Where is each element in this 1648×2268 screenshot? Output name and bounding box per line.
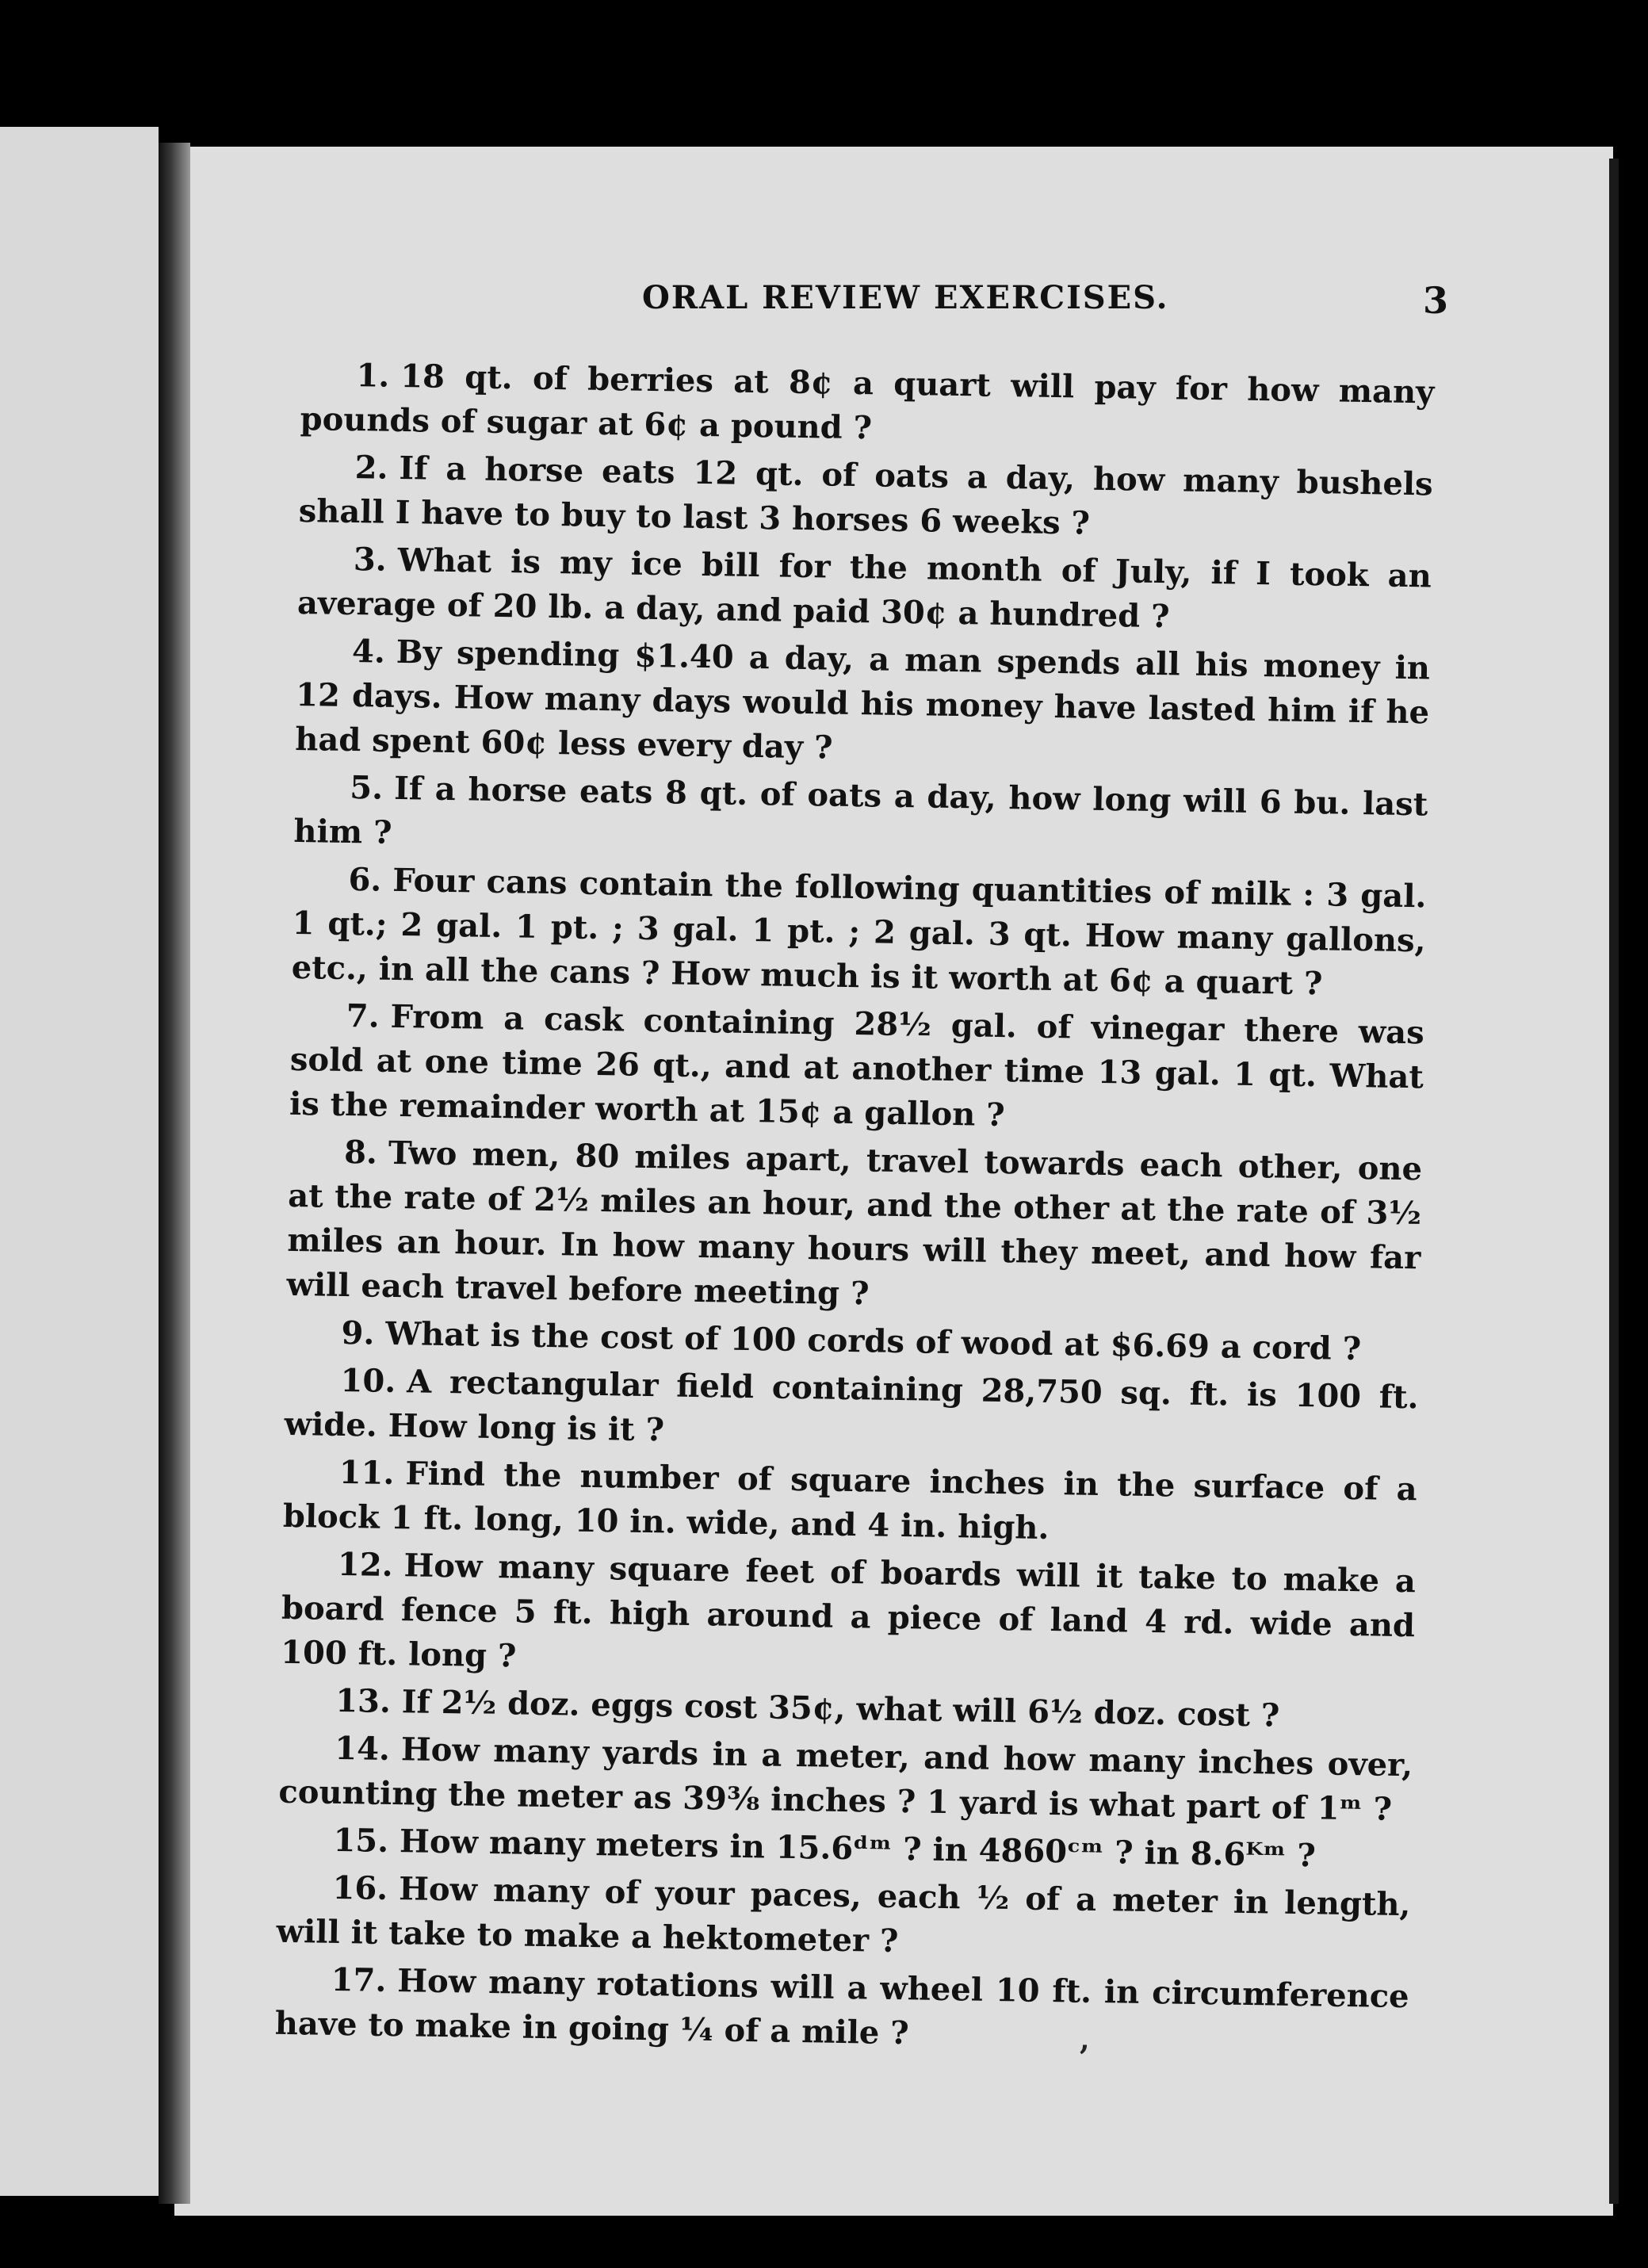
problem-14 (278, 1726, 1413, 1832)
problem-text: How many meters in 15.6ᵈᵐ ? in 4860ᶜᵐ ? in 8.6ᴷᵐ ? (399, 1822, 1317, 1875)
problem-text: How many yards in a meter, and how many inches over, counting the meter as 39⅜ inches ? 1 yard is what part of 1ᵐ ? (278, 1731, 1413, 1828)
problem-text: 18 qt. of berries at 8¢ a quart will pay for how many pounds of sugar at 6¢ a pound ? (300, 357, 1435, 447)
problem-text: What is the cost of 100 cords of wood at $6.69 a cord ? (384, 1314, 1362, 1368)
problem-5 (293, 765, 1428, 871)
ink-speck: , (1080, 2023, 1090, 2056)
problem-4 (295, 629, 1430, 779)
problem-number: 4. (351, 633, 386, 671)
problem-1 (300, 353, 1435, 459)
problem-10 (284, 1358, 1419, 1464)
problem-number: 7. (346, 996, 380, 1035)
problem-2 (298, 445, 1433, 551)
problem-text: Four cans contain the following quantities of milk : 3 gal. 1 qt.; 2 gal. 1 pt. ; 3 gal. 1 pt. ; 2 gal. 3 qt. How many gallons, etc., in all the cans ? How much is it worth at 6¢ a quart ? (291, 861, 1427, 1003)
problem-number: 5. (350, 769, 384, 807)
problem-text: A rectangular field containing 28,750 sq. ft. is 100 ft. wide. How long is it ? (284, 1363, 1419, 1449)
page-number: 3 (1423, 279, 1449, 322)
problem-6 (291, 857, 1426, 1008)
book-binding-gutter (159, 143, 190, 2204)
problem-number: 2. (354, 449, 388, 487)
problem-text: By spending $1.40 a day, a man spends all his money in 12 days. How many days would his money have lasted him if he had spent 60¢ less every day ? (294, 633, 1431, 767)
problem-text: What is my ice bill for the month of July, if I took an average of 20 lb. a day, and paid 30¢ a hundred ? (296, 541, 1432, 636)
problem-3 (297, 537, 1432, 643)
problem-number: 1. (356, 357, 390, 395)
problem-text: From a cask containing 28½ gal. of vinegar there was sold at one time 26 qt., and at another time 13 gal. 1 qt. What is the remainder worth at 15¢ a gallon ? (289, 997, 1425, 1134)
problem-text: If a horse eats 12 qt. of oats a day, how many bushels shall I have to buy to last 3 horses 6 weeks ? (298, 449, 1433, 542)
problem-number: 3. (353, 541, 388, 579)
problem-number: 9. (341, 1314, 375, 1352)
facing-page-edge (0, 127, 159, 2196)
exercise-list (274, 353, 1434, 2067)
problem-text: How many of your paces, each ½ of a meter in length, will it take to make a hektometer ? (276, 1870, 1411, 1960)
problem-17 (274, 1957, 1409, 2063)
problem-number: 16. (332, 1868, 388, 1907)
problem-8 (286, 1130, 1422, 1325)
problem-number: 10. (340, 1361, 396, 1401)
problem-number: 15. (333, 1821, 389, 1860)
problem-number: 11. (338, 1453, 395, 1493)
problem-16 (276, 1865, 1411, 1972)
running-head: ORAL REVIEW EXERCISES. (642, 279, 1169, 316)
problem-number: 17. (331, 1960, 387, 1999)
problem-number: 12. (337, 1545, 393, 1585)
problem-text: If a horse eats 8 qt. of oats a day, how long will 6 bu. last him ? (293, 769, 1428, 851)
problem-number: 13. (335, 1681, 392, 1720)
problem-number: 6. (348, 861, 382, 899)
problem-text: Two men, 80 miles apart, travel towards each other, one at the rate of 2½ miles an hour, and the other at the rate of 3½ miles an hour. In how many hours will they meet, and how far will each travel before meeting ? (286, 1134, 1423, 1313)
problem-text: How many rotations will a wheel 10 ft. in circumference have to make in going ¼ of a mile ? (274, 1962, 1409, 2052)
problem-text: If 2½ doz. eggs cost 35¢, what will 6½ doz. cost ? (401, 1683, 1280, 1734)
problem-7 (289, 993, 1424, 1144)
problem-11 (283, 1450, 1418, 1556)
problem-text: Find the number of square inches in the surface of a block 1 ft. long, 10 in. wide, and 4 in. high. (282, 1455, 1418, 1547)
problem-number: 14. (334, 1729, 391, 1768)
problem-number: 8. (343, 1133, 378, 1172)
page-right-edge-shadow (1609, 159, 1619, 2204)
problem-12 (281, 1542, 1416, 1692)
problem-text: How many square feet of boards will it take to make a board fence 5 ft. high around a piece of land 4 rd. wide and 100 ft. long ? (280, 1547, 1417, 1675)
